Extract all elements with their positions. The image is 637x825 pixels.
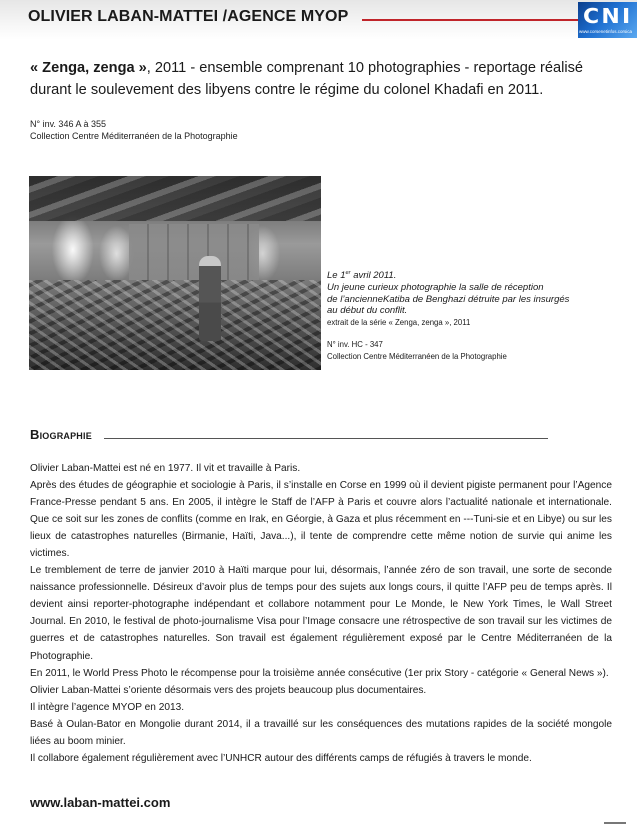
photo-rubble xyxy=(29,280,321,370)
inventory-number: N° inv. 346 A à 355 xyxy=(30,119,106,129)
intro-text: , 2011 - ensemble comprenant 10 photographies - reportage réalisé durant le soulevement des libyens contre le régime du colonel Khadafi en 2011. xyxy=(30,60,583,98)
caption-line-3: au début du conflit. xyxy=(327,305,408,317)
title-rule xyxy=(362,19,578,21)
photo-person xyxy=(199,256,221,341)
photo-ceiling xyxy=(29,176,321,221)
inventory-block xyxy=(30,118,238,142)
page-title: OLIVIER LABAN-MATTEI /AGENCE MYOP xyxy=(28,8,349,25)
cni-logo[interactable] xyxy=(578,2,637,38)
inventory-collection: Collection Centre Méditerranéen de la Photographie xyxy=(30,131,238,141)
intro-paragraph xyxy=(30,57,620,101)
page-corner-mark xyxy=(604,822,626,824)
photo-caption xyxy=(327,270,627,363)
bio-paragraph: Après des études de géographie et sociologie à Paris, il s’installe en Corse en 1999 où il devient pigiste permanent pour l’Agence France-Presse pendant 5 ans. En 2005, il intègre le Staff de l’AFP à Paris et couvre alors l’actualité nationale et internationale. Que ce soit sur les zones de conflits (comme en Irak, en Géorgie, à Gaza et plus récemment en ---Tuni-sie et en Libye) ou sur les lieux de catastrophes naturelles (Birmanie, Haïti, Java...), il tente de comprendre cette même notion de survie qui anime les victimes. xyxy=(30,480,612,560)
caption-line-2: de l’ancienneKatiba de Benghazi détruite par les insurgés xyxy=(327,293,570,305)
bio-paragraph: Le tremblement de terre de janvier 2010 à Haïti marque pour lui, désormais, l’année zéro de son travail, une sorte de seconde naissance professionnelle. Désireux d’avoir plus de temps pour des sujets aux longs cours, il quitte l’AFP peu de temps après. Il devient ainsi reporter-photographe indépendant et collabore notamment pour Le Monde, le New York Times, le Wall Street Journal. En 2010, le festival de photo-journalisme Visa pour l’Image consacre une rétrospective de son travail sur les victimes de guerres et de catastrophes naturelles. Son travail est également régulièrement exposé par le Centre Méditerranéen de la Photographie. xyxy=(30,565,612,662)
biography-rule xyxy=(104,438,548,439)
series-title: « Zenga, zenga » xyxy=(30,60,147,76)
bio-paragraph: Olivier Laban-Mattei est né en 1977. Il vit et travaille à Paris. xyxy=(30,463,301,474)
caption-inventory: N° inv. HC - 347 xyxy=(327,339,383,349)
caption-line-1: Un jeune curieux photographie la salle de réception xyxy=(327,281,544,293)
bio-paragraph: En 2011, le World Press Photo le récompense pour la troisième année consécutive (1er prix Story - catégorie « General News »). xyxy=(30,667,609,679)
bio-paragraph: Basé à Oulan-Bator en Mongolie durant 2014, il a travaillé sur les conséquences des mutations rapides de la société mongole liées au boom minier. xyxy=(30,718,612,747)
photograph xyxy=(29,176,321,370)
bio-paragraph: Il collabore également régulièrement avec l’UNHCR autour des différents camps de réfugiés à travers le monde. xyxy=(30,752,532,764)
caption-collection: Collection Centre Méditerranéen de la Photographie xyxy=(327,351,507,361)
cni-logo-text: CNI xyxy=(583,4,633,28)
biography-heading: Biographie xyxy=(30,427,92,442)
website-link[interactable]: www.laban-mattei.com xyxy=(30,795,171,810)
caption-date: Le 1er avril 2011. xyxy=(327,269,397,281)
caption-series: extrait de la série « Zenga, zenga », 2011 xyxy=(327,318,471,328)
bio-paragraph: Olivier Laban-Mattei s’oriente désormais vers des projets beaucoup plus documentaires. xyxy=(30,684,427,696)
bio-paragraph: Il intègre l’agence MYOP en 2013. xyxy=(30,701,185,713)
photo-back-wall xyxy=(129,224,259,280)
cni-logo-url: www.corsenetinfos.corsica xyxy=(579,29,633,34)
biography-text xyxy=(30,460,612,767)
